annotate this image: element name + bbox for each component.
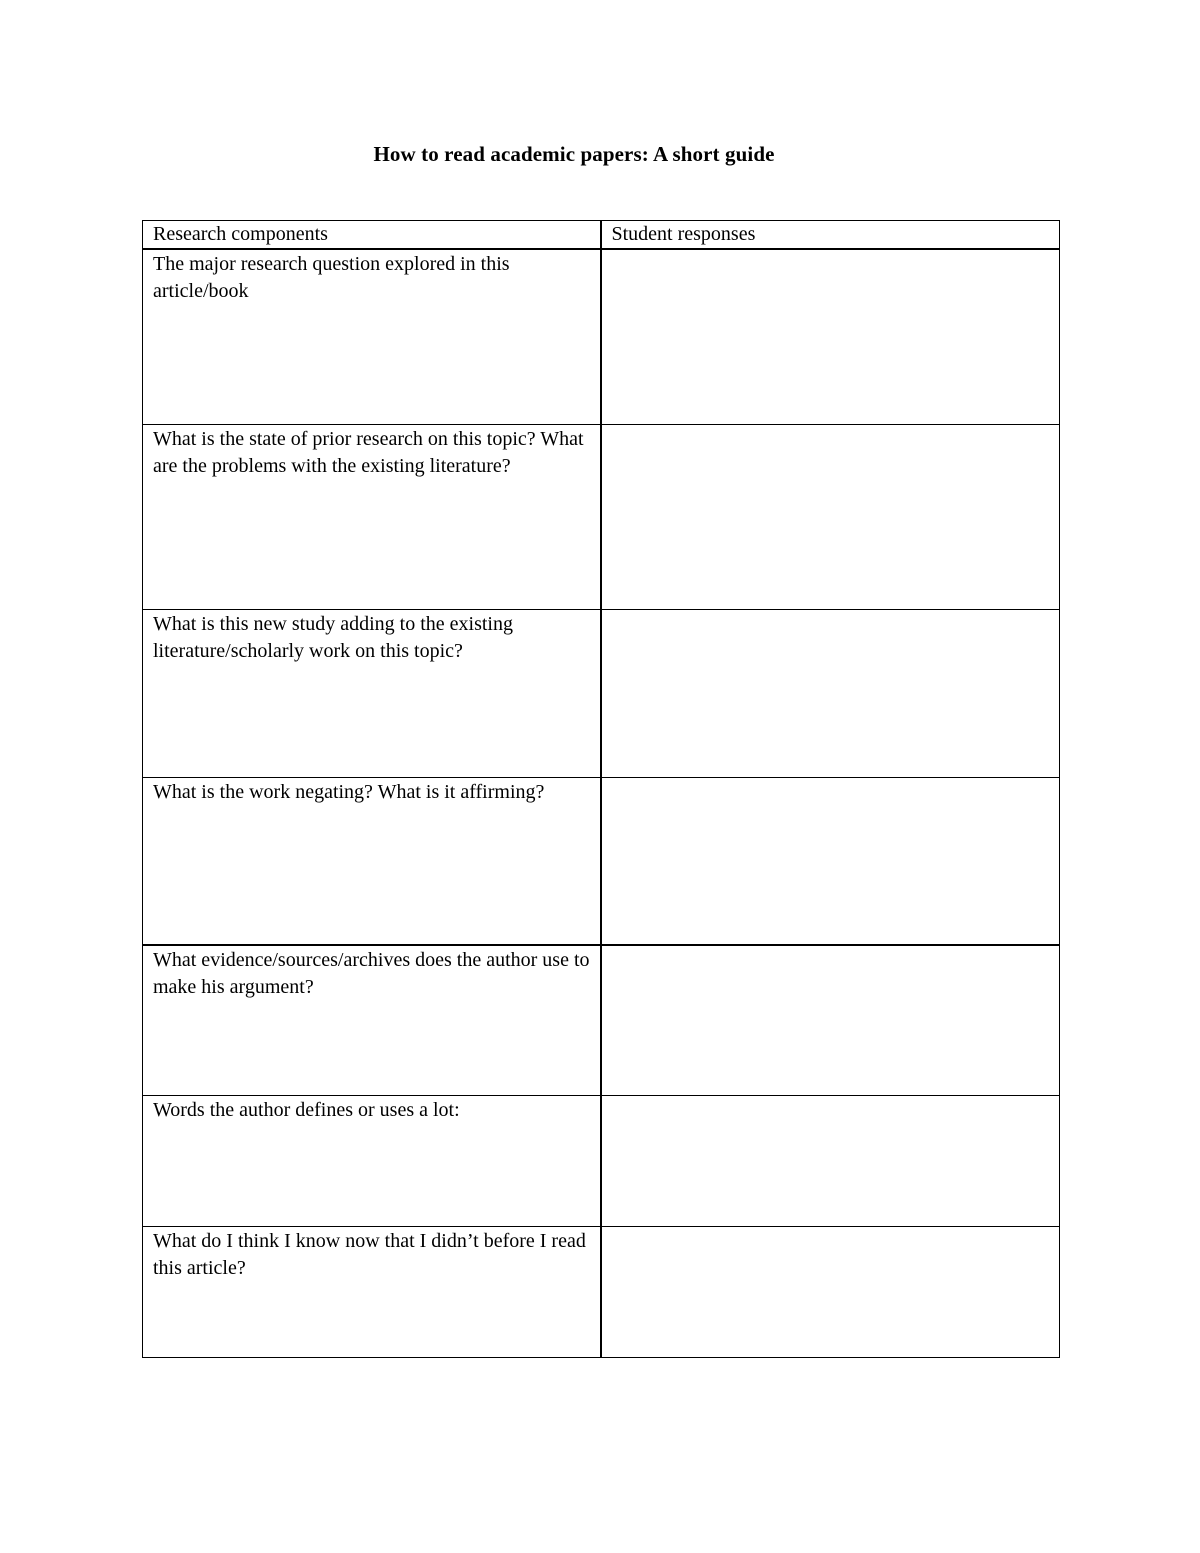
header-student-responses: Student responses bbox=[601, 221, 1060, 249]
response-cell[interactable] bbox=[601, 1096, 1060, 1227]
table-row bbox=[143, 945, 1060, 1096]
component-cell: What is the state of prior research on this topic? What are the problems with the existing literature? bbox=[143, 425, 601, 610]
component-cell: What is the work negating? What is it affirming? bbox=[143, 778, 601, 945]
table-row bbox=[143, 1096, 1060, 1227]
response-cell[interactable] bbox=[601, 778, 1060, 945]
component-cell: Words the author defines or uses a lot: bbox=[143, 1096, 601, 1227]
table-row bbox=[143, 1227, 1060, 1358]
reading-guide-table bbox=[142, 220, 1060, 1358]
component-cell: What do I think I know now that I didn’t before I read this article? bbox=[143, 1227, 601, 1358]
component-cell: What evidence/sources/archives does the author use to make his argument? bbox=[143, 945, 601, 1096]
response-cell[interactable] bbox=[601, 249, 1060, 425]
response-cell[interactable] bbox=[601, 610, 1060, 778]
component-cell: What is this new study adding to the existing literature/scholarly work on this topic? bbox=[143, 610, 601, 778]
response-cell[interactable] bbox=[601, 945, 1060, 1096]
table-row bbox=[143, 425, 1060, 610]
table-row bbox=[143, 610, 1060, 778]
table-row bbox=[143, 249, 1060, 425]
page-title: How to read academic papers: A short guide bbox=[373, 142, 775, 166]
component-cell: The major research question explored in this article/book bbox=[143, 249, 601, 425]
table-row bbox=[143, 778, 1060, 945]
response-cell[interactable] bbox=[601, 425, 1060, 610]
header-research-components: Research components bbox=[143, 221, 601, 249]
response-cell[interactable] bbox=[601, 1227, 1060, 1358]
table-header-row bbox=[143, 221, 1060, 249]
